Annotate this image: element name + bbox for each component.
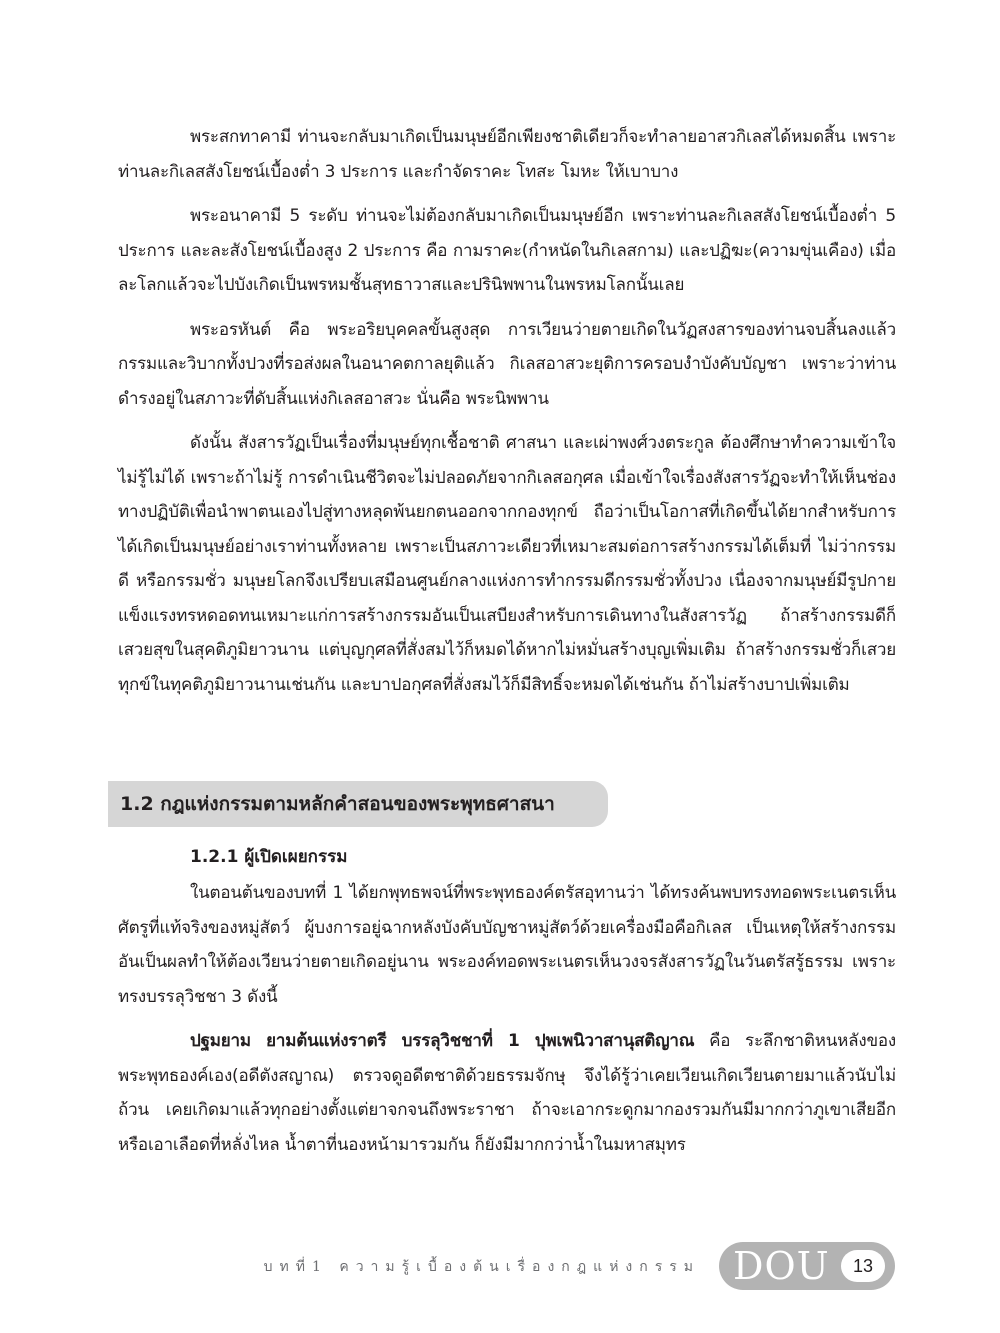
paragraph-anagami: พระอนาคามี 5 ระดับ ท่านจะไม่ต้องกลับมาเกิดเป็นมนุษย์อีก เพราะท่านละกิเลสสังโยชน์เบื้องต่ำ 5 ประการ และละสังโยชน์เบื้องสูง 2 ประการ คือ กามราคะ(กำหนัดในกิเลสกาม) และปฏิฆะ(ความขุ่นเคือง) เมื่อละโลกแล้วจะไปบังเกิดเป็นพรหมชั้นสุทธาวาสและปรินิพพานในพรหมโลกนั้นเลย [118,206,896,295]
body-text-top [118,120,896,702]
dou-logo [719,1242,895,1290]
paragraph-arahant: พระอรหันต์ คือ พระอริยบุคคลขั้นสูงสุด การเวียนว่ายตายเกิดในวัฏสงสารของท่านจบสิ้นลงแล้ว กรรมและวิบากทั้งปวงที่รอส่งผลในอนาคตกาลยุติแล้ว กิเลสอาสวะยุติการครอบงำบังคับบัญชา เพราะว่าท่านดำรงอยู่ในสภาวะที่ดับสิ้นแห่งกิเลสอาสวะ นั่นคือ พระนิพพาน [118,319,896,409]
paragraph-samsara: ดังนั้น สังสารวัฏเป็นเรื่องที่มนุษย์ทุกเชื้อชาติ ศาสนา และเผ่าพงศ์วงตระกูล ต้องศึกษาทำความเข้าใจ ไม่รู้ไม่ได้ เพราะถ้าไม่รู้ การดำเนินชีวิตจะไม่ปลอดภัยจากกิเลสอกุศล เมื่อเข้าใจเรื่องสังสารวัฏจะทำให้เห็นช่องทางปฏิบัติเพื่อนำพาตนเองไปสู่ทางหลุดพ้นยกตนออกจากกองทุกข์ ถือว่าเป็นโอกาสที่เกิดขึ้นได้ยากสำหรับการได้เกิดเป็นมนุษย์อย่างเราท่านทั้งหลาย เพราะเป็นสภาวะเดียวที่เหมาะสมต่อการสร้างกรรมได้เต็มที่ ไม่ว่ากรรมดี หรือกรรมชั่ว มนุษยโลกจึงเปรียบเสมือนศูนย์กลางแห่งการทำกรรมดีกรรมชั่วทั้งปวง เนื่องจากมนุษย์มีรูปกายแข็งแรงทรหดอดทนเหมาะแก่การสร้างกรรมอันเป็นเสบียงสำหรับการเดินทางในสังสารวัฏ ถ้าสร้างกรรมดีก็เสวยสุขในสุคติภูมิยาวนาน แต่บุญกุศลที่สั่งสมไว้ก็หมดได้หากไม่หมั่นสร้างบุญเพิ่มเติม ถ้าสร้างกรรมชั่วก็เสวยทุกข์ในทุคติภูมิยาวนานเช่นกัน และบาปอกุศลที่สั่งสมไว้ก็มีสิทธิ์จะหมดได้เช่นกัน ถ้าไม่สร้างบาปเพิ่มเติม [118,433,896,695]
running-title: บทที่1 ความรู้เบื้องต้นเรื่องกฎแห่งกรรม [263,1259,700,1275]
section-heading [108,781,608,827]
dou-logo-text: DOU [733,1244,830,1288]
subheading: 1.2.1 ผู้เปิดเผยกรรม [190,847,348,867]
first-watch-text: คือ ระลึกชาติหนหลังของพระพุทธองค์เอง(อดีตังสญาณ) ตรวจดูอดีตชาติด้วยธรรมจักษุ จึงได้รู้ว่าเคยเวียนเกิดเวียนตายมาแล้วนับไม่ถ้วน เคยเกิดมาแล้วทุกอย่างตั้งแต่ยาจกจนถึงพระราชา ถ้าจะเอากระดูกมากองรวมกันมีมากกว่าภูเขาเสียอีก หรือเอาเลือดที่หลั่งไหล น้ำตาที่นองหน้ามารวมกัน ก็ยังมีมากกว่าน้ำในมหาสมุทร [118,1031,896,1155]
section-heading-text: 1.2 กฎแห่งกรรมตามหลักคำสอนของพระพุทธศาสนา [120,793,555,815]
page-number: 13 [841,1250,885,1282]
paragraph-first-watch [118,1024,896,1162]
body-text-bottom [118,876,896,1162]
paragraph-sakadagami: พระสกทาคามี ท่านจะกลับมาเกิดเป็นมนุษย์อีกเพียงชาติเดียวก็จะทำลายอาสวกิเลสได้หมดสิ้น เพราะท่านละกิเลสสังโยชน์เบื้องต่ำ 3 ประการ และกำจัดราคะ โทสะ โมหะ ให้เบาบาง [118,127,896,182]
paragraph-intro-vijja: ในตอนต้นของบทที่ 1 ได้ยกพุทธพจน์ที่พระพุทธองค์ตรัสอุทานว่า ได้ทรงค้นพบทรงทอดพระเนตรเห็นศัตรูที่แท้จริงของหมู่สัตว์ ผู้บงการอยู่ฉากหลังบังคับบัญชาหมู่สัตว์ด้วยเครื่องมือคือกิเลส เป็นเหตุให้สร้างกรรมอันเป็นผลทำให้ต้องเวียนว่ายตายเกิดอยู่นาน พระองค์ทอดพระเนตรเห็นวงจรสังสารวัฏในวันตรัสรู้ธรรม เพราะทรงบรรลุวิชชา 3 ดังนี้ [118,883,896,1007]
first-watch-bold-lead: ปฐมยาม ยามต้นแห่งราตรี บรรลุวิชชาที่ 1 ปุพเพนิวาสานุสติญาณ [190,1031,695,1051]
page-footer [0,1240,1000,1292]
